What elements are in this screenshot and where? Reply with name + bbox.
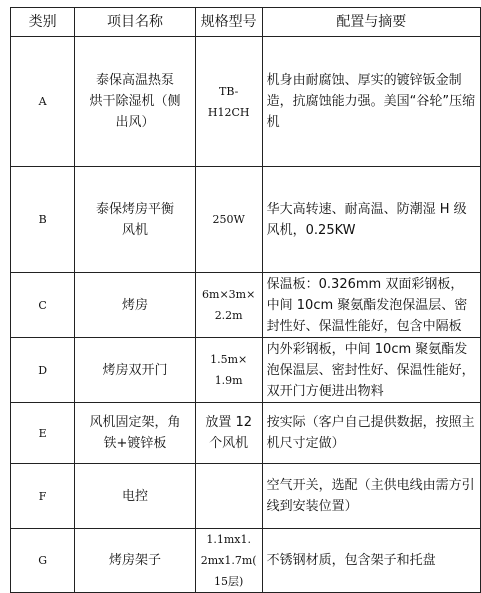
row-desc: 按实际（客户自己提供数据，按照主机尺寸定做） — [262, 403, 480, 464]
row-category: A — [11, 37, 75, 167]
row-desc: 保温板：0.326mm 双面彩钢板，中间 10cm 聚氨酯发泡保温层、密封性好、保温性能好，包含中隔板 — [262, 273, 480, 338]
table-row — [11, 273, 481, 338]
row-name: 电控 — [75, 464, 195, 529]
table-row — [11, 529, 481, 593]
row-desc: 不锈钢材质，包含架子和托盘 — [262, 529, 480, 593]
row-spec: 放置 12 个风机 — [195, 403, 262, 464]
row-spec: 1.1mx1. 2mx1.7m( 15层) — [195, 529, 262, 593]
row-desc: 内外彩钢板，中间 10cm 聚氨酯发泡保温层、密封性好、保温性能好，双开门方便进出物料 — [262, 338, 480, 403]
table-row — [11, 403, 481, 464]
row-name: 烤房双开门 — [75, 338, 195, 403]
header-desc: 配置与摘要 — [262, 8, 480, 37]
config-table — [10, 7, 481, 593]
header-category: 类别 — [11, 8, 75, 37]
row-name: 风机固定架，角 铁+镀锌板 — [75, 403, 195, 464]
row-desc: 机身由耐腐蚀、厚实的镀锌钣金制造，抗腐蚀能力强。美国“谷轮”压缩机 — [262, 37, 480, 167]
row-category: D — [11, 338, 75, 403]
row-category: G — [11, 529, 75, 593]
row-spec: 1.5m× 1.9m — [195, 338, 262, 403]
row-spec — [195, 464, 262, 529]
table-row — [11, 37, 481, 167]
row-desc: 空气开关，选配（主供电线由需方引线到安装位置） — [262, 464, 480, 529]
header-spec: 规格型号 — [195, 8, 262, 37]
row-category: F — [11, 464, 75, 529]
row-category: C — [11, 273, 75, 338]
row-name: 泰保烤房平衡 风机 — [75, 167, 195, 273]
row-spec: TB-H12CH — [195, 37, 262, 167]
header-row — [11, 8, 481, 37]
row-name: 烤房 — [75, 273, 195, 338]
row-category: E — [11, 403, 75, 464]
table-row — [11, 338, 481, 403]
row-name: 烤房架子 — [75, 529, 195, 593]
header-name: 项目名称 — [75, 8, 195, 37]
row-category: B — [11, 167, 75, 273]
row-name: 泰保高温热泵 烘干除湿机（侧 出风） — [75, 37, 195, 167]
table-row — [11, 464, 481, 529]
row-spec: 6m×3m× 2.2m — [195, 273, 262, 338]
row-desc: 华大高转速、耐高温、防潮湿 H 级风机，0.25KW — [262, 167, 480, 273]
row-spec: 250W — [195, 167, 262, 273]
table-row — [11, 167, 481, 273]
